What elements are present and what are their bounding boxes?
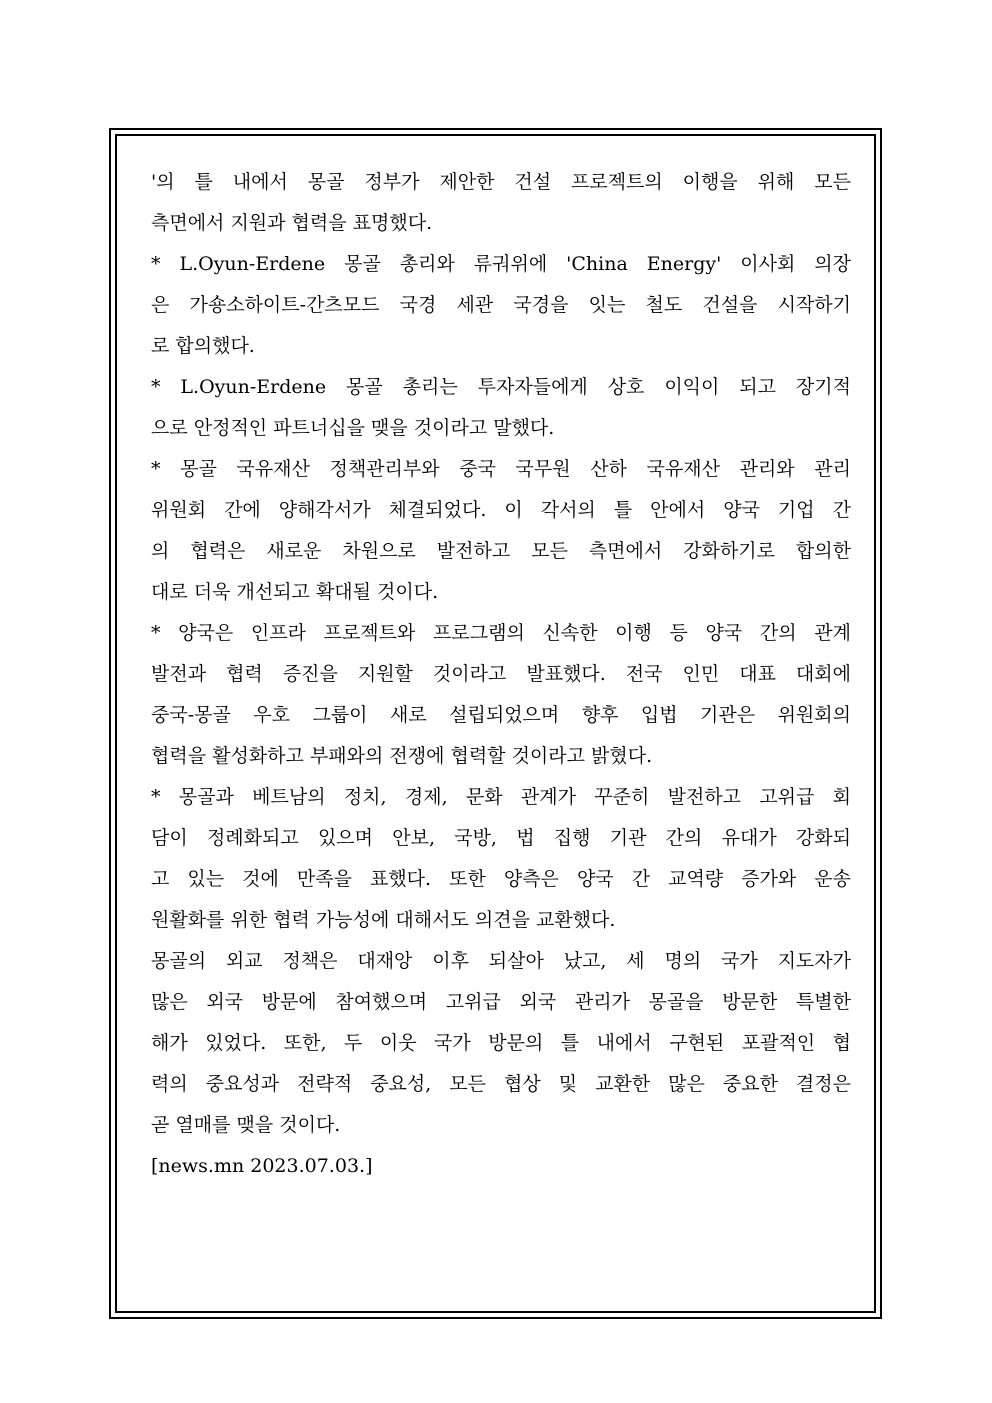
- text-line: '의 틀 내에서 몽골 정부가 제안한 건설 프로젝트의 이행을 위해 모든: [151, 171, 851, 193]
- text-line: 측면에서 지원과 협력을 표명했다.: [151, 212, 433, 234]
- text-line: 력의 중요성과 전략적 중요성, 모든 협상 및 교환한 많은 중요한 결정은: [151, 1073, 851, 1095]
- text-line: 로 합의했다.: [151, 335, 255, 357]
- text-line: * 양국은 인프라 프로젝트와 프로그램의 신속한 이행 등 양국 간의 관계: [151, 622, 851, 644]
- text-line: 위원회 간에 양해각서가 체결되었다. 이 각서의 틀 안에서 양국 기업 간: [151, 499, 851, 521]
- text-line: 중국-몽골 우호 그룹이 새로 설립되었으며 향후 입법 기관은 위원회의: [151, 704, 851, 726]
- document-body: [151, 162, 851, 1187]
- text-line: 의 협력은 새로운 차원으로 발전하고 모든 측면에서 강화하기로 합의한: [151, 540, 851, 562]
- text-line: * 몽골 국유재산 정책관리부와 중국 국무원 산하 국유재산 관리와 관리: [151, 458, 851, 480]
- text-line: 으로 안정적인 파트너십을 맺을 것이라고 말했다.: [151, 417, 555, 439]
- text-line: 담이 정례화되고 있으며 안보, 국방, 법 집행 기관 간의 유대가 강화되: [151, 827, 851, 849]
- text-line: 대로 더욱 개선되고 확대될 것이다.: [151, 581, 439, 603]
- text-line: 곧 열매를 맺을 것이다.: [151, 1114, 341, 1136]
- text-line: 고 있는 것에 만족을 표했다. 또한 양측은 양국 간 교역량 증가와 운송: [151, 868, 851, 890]
- text-line: 많은 외국 방문에 참여했으며 고위급 외국 관리가 몽골을 방문한 특별한: [151, 991, 851, 1013]
- source-citation: [news.mn 2023.07.03.]: [151, 1155, 373, 1177]
- text-line: 은 가숑소하이트-간츠모드 국경 세관 국경을 잇는 철도 건설을 시작하기: [151, 294, 851, 316]
- text-line: * L.Oyun-Erdene 몽골 총리와 류궈위에 'China Energy' 이사회 의장: [151, 253, 851, 275]
- text-line: * 몽골과 베트남의 정치, 경제, 문화 관계가 꾸준히 발전하고 고위급 회: [151, 786, 851, 808]
- text-line: 협력을 활성화하고 부패와의 전쟁에 협력할 것이라고 밝혔다.: [151, 745, 653, 767]
- text-line: 몽골의 외교 정책은 대재앙 이후 되살아 났고, 세 명의 국가 지도자가: [151, 950, 851, 972]
- text-line: 발전과 협력 증진을 지원할 것이라고 발표했다. 전국 인민 대표 대회에: [151, 663, 851, 685]
- document-border-inner: [115, 134, 876, 1313]
- document-border-outer: [109, 128, 882, 1319]
- text-line: 해가 있었다. 또한, 두 이웃 국가 방문의 틀 내에서 구현된 포괄적인 협: [151, 1032, 851, 1054]
- text-line: * L.Oyun-Erdene 몽골 총리는 투자자들에게 상호 이익이 되고 장기적: [151, 376, 851, 398]
- text-line: 원활화를 위한 협력 가능성에 대해서도 의견을 교환했다.: [151, 909, 616, 931]
